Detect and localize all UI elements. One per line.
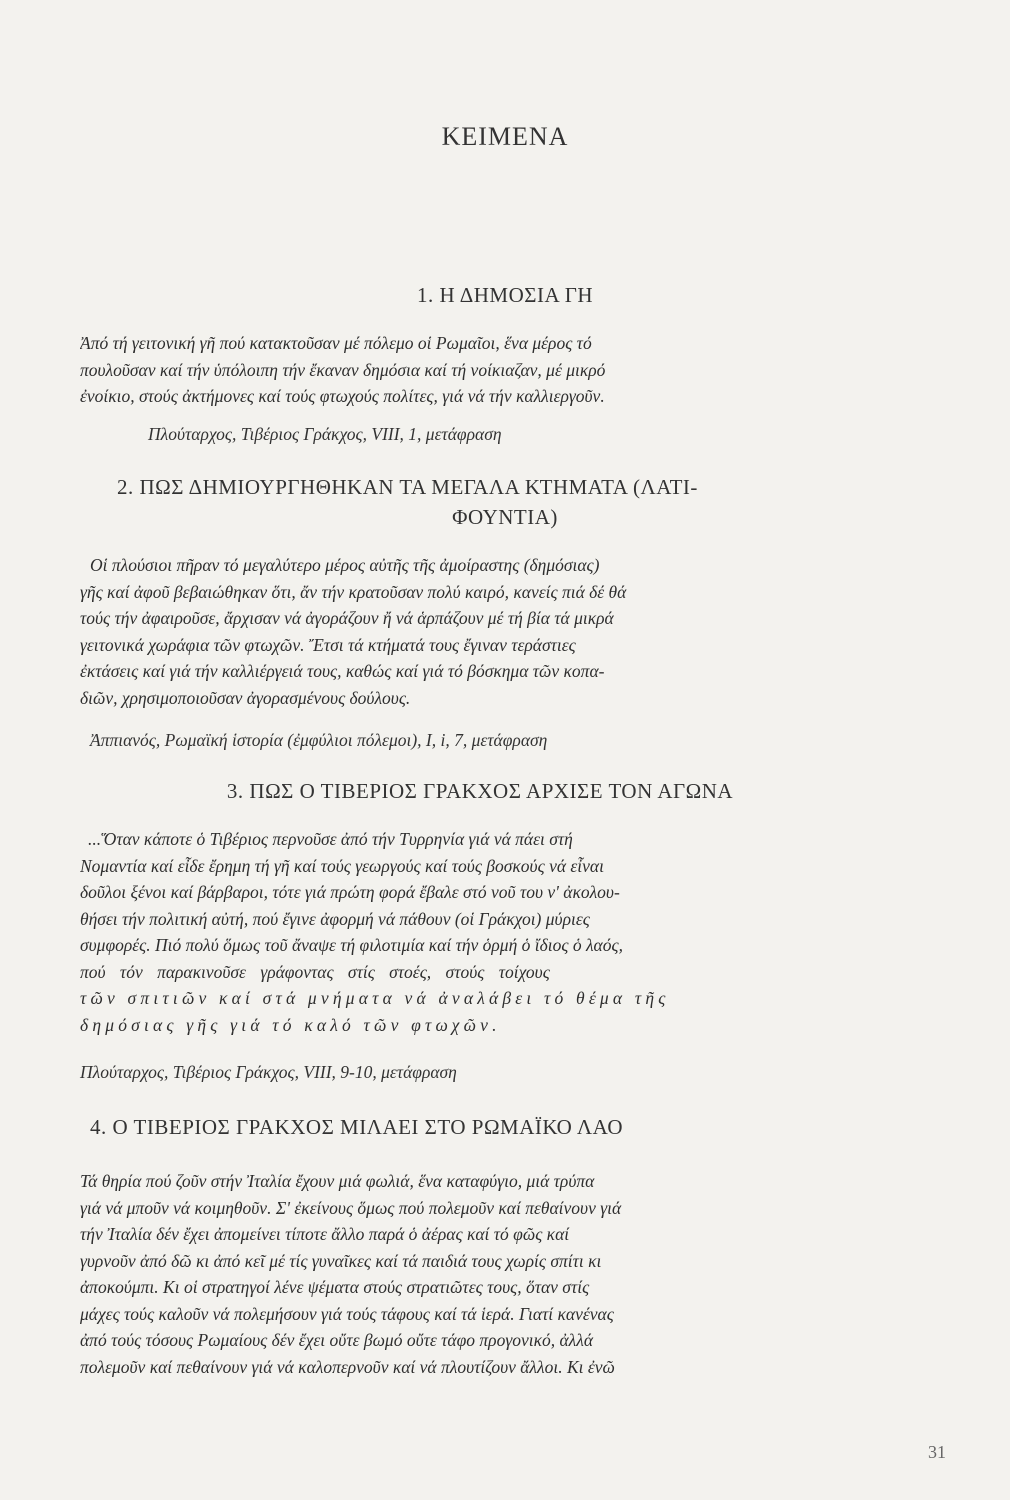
section-1-text <box>80 330 780 410</box>
section-2-source: Ἀππιανός, Ρωμαϊκή ἱστορία (ἐμφύλιοι πόλεμοι), I, i, 7, μετάφραση <box>90 730 548 750</box>
text-line: ἀπό τούς τόσους Ρωμαίους δέν ἔχει οὔτε βωμό οὔτε τάφο προγονικό, ἀλλά <box>80 1330 594 1350</box>
section-1-source: Πλούταρχος, Τιβέριος Γράκχος, VIII, 1, μετάφραση <box>148 424 502 444</box>
section-4-heading: 4. Ο ΤΙΒΕΡΙΟΣ ΓΡΑΚΧΟΣ ΜΙΛΑΕΙ ΣΤΟ ΡΩΜΑΪΚΟ ΛΑΟ <box>90 1115 624 1139</box>
section-3-source: Πλούταρχος, Τιβέριος Γράκχος, VIII, 9-10, μετάφραση <box>80 1062 457 1082</box>
section-4-text <box>80 1168 785 1380</box>
text-line: ἐνοίκιο, στούς ἀκτήμονες καί τούς φτωχούς πολίτες, γιά νά τήν καλλιεργοῦν. <box>80 386 605 406</box>
text-line: πού τόν παρακινοῦσε γράφοντας στίς στοές, στούς τοίχους <box>80 961 550 982</box>
text-line: Νομαντία καί εἶδε ἔρημη τή γῆ καί τούς γεωργούς καί τούς βοσκούς νά εἶναι <box>80 855 604 876</box>
text-line: δοῦλοι ξένοι καί βάρβαροι, τότε γιά πρώτη φορά ἔβαλε στό νοῦ του ν' ἀκολου- <box>80 882 620 902</box>
text-line: γυρνοῦν ἀπό δῶ κι ἀπό κεῖ μέ τίς γυναῖκες καί τά παιδιά τους χωρίς σπίτι κι <box>80 1250 602 1271</box>
text-line: συμφορές. Πιό πολύ ὅμως τοῦ ἄναψε τή φιλοτιμία καί τήν ὁρμή ὁ ἴδιος ὁ λαός, <box>80 935 623 955</box>
text-line: τήν Ἰταλία δέν ἔχει ἀπομείνει τίποτε ἄλλο παρά ὁ ἀέρας καί τό φῶς καί <box>80 1224 570 1244</box>
text-line: Οἱ πλούσιοι πῆραν τό μεγαλύτερο μέρος αὐτῆς τῆς ἀμοίραστης (δημόσιας) <box>90 555 600 575</box>
text-line: πουλοῦσαν καί τήν ὑπόλοιπη τήν ἔκαναν δημόσια καί τή νοίκιαζαν, μέ μικρό <box>80 359 606 380</box>
text-line: γιά νά μποῦν νά κοιμηθοῦν. Σ' ἐκείνους ὅμως πού πολεμοῦν καί πεθαίνουν γιά <box>80 1197 622 1218</box>
text-line: γῆς καί ἀφοῦ βεβαιώθηκαν ὅτι, ἄν τήν κρατοῦσαν πολύ καιρό, κανείς πιά δέ θά <box>80 581 627 602</box>
text-line: διῶν, χρησιμοποιοῦσαν ἀγορασμένους δούλους. <box>80 687 411 708</box>
text-line: πολεμοῦν καί πεθαίνουν γιά νά καλοπερνοῦν καί νά πλουτίζουν ἄλλοι. Κι ἐνῶ <box>80 1356 615 1377</box>
text-line: ...Ὅταν κάποτε ὁ Τιβέριος περνοῦσε ἀπό τήν Τυρρηνία γιά νά πάει στή <box>88 829 573 849</box>
text-line: μάχες τούς καλοῦν νά πολεμήσουν γιά τούς τάφους καί τά ἱερά. Γιατί κανένας <box>80 1303 614 1324</box>
section-2-text <box>80 552 785 711</box>
text-line: Τά θηρία πού ζοῦν στήν Ἰταλία ἔχουν μιά φωλιά, ἕνα καταφύγιο, μιά τρύπα <box>80 1171 595 1191</box>
text-line: γειτονικά χωράφια τῶν φτωχῶν. Ἔτσι τά κτήματά τους ἔγιναν τεράστιες <box>80 634 576 655</box>
section-3-text <box>80 826 785 1038</box>
text-line: δημόσιας γῆς γιά τό καλό τῶν φτωχῶν. <box>80 1014 501 1035</box>
text-line: τῶν σπιτιῶν καί στά μνήματα νά ἀναλάβει τό θέμα τῆς <box>80 988 670 1008</box>
section-2-heading-line-1: 2. ΠΩΣ ΔΗΜΙΟΥΡΓΗΘΗΚΑΝ ΤΑ ΜΕΓΑΛΑ ΚΤΗΜΑΤΑ (ΛΑΤΙ- <box>117 475 698 499</box>
page-number: 31 <box>928 1442 946 1462</box>
text-line: θήσει τήν πολιτική αὐτή, πού ἔγινε ἀφορμή νά πάθουν (οἱ Γράκχοι) μύριες <box>80 908 590 929</box>
section-3-heading: 3. ΠΩΣ Ο ΤΙΒΕΡΙΟΣ ΓΡΑΚΧΟΣ ΑΡΧΙΣΕ ΤΟΝ ΑΓΩΝΑ <box>226 779 734 803</box>
section-1-heading: 1. Η ΔΗΜΟΣΙΑ ΓΗ <box>416 283 594 307</box>
text-line: ἀποκούμπι. Κι οἱ στρατηγοί λένε ψέματα στούς στρατιῶτες τους, ὅταν στίς <box>80 1277 590 1297</box>
page-title: ΚΕΙΜΕΝΑ <box>441 122 569 151</box>
text-line: τούς τήν ἀφαιροῦσε, ἄρχισαν νά ἀγοράζουν ἤ νά ἁρπάζουν μέ τή βία τά μικρά <box>80 608 614 628</box>
section-2-heading-line-2: ΦΟΥΝΤΙΑ) <box>452 505 558 529</box>
text-line: ἐκτάσεις καί γιά τήν καλλιέργειά τους, καθώς καί γιά τό βόσκημα τῶν κοπα- <box>80 661 605 681</box>
text-line: Ἀπό τή γειτονική γῆ πού κατακτοῦσαν μέ πόλεμο οἱ Ρωμαῖοι, ἕνα μέρος τό <box>80 333 592 353</box>
